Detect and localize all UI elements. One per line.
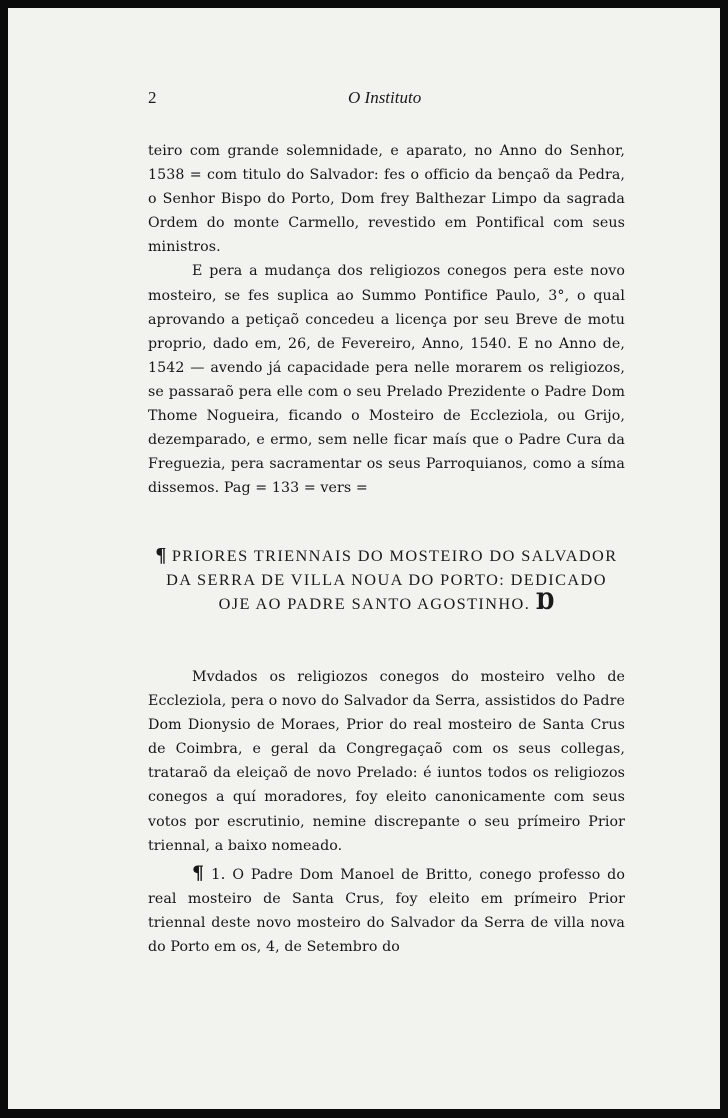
paragraph-continuation: teiro com grande solemnidade, e aparato, no Anno do Senhor, 1538 = com titulo do Salvador: fes o officio da bençaõ da Pedra, o Senhor Bispo do Porto, Dom frey Balthezar Limpo da sagrada Ordem do monte Carmello, revestido em Pontifical com seus ministros. [148, 143, 625, 256]
page-header [8, 88, 720, 110]
paragraph-mudanca: E pera a mudança dos religiozos conegos pera este novo mosteiro, se fes suplica ao Summo Pontifice Paulo, 3°, o qual aprovando a petiçaõ concedeu a licença por seu Breve de motu proprio, dado em, 26, de Fevereiro, Anno, 1540. E no Anno de, 1542 — avendo já capacidade pera nelle morarem os religiozos, se passaraõ pera elle com o seu Prelado Prezidente o Padre Dom Thome Nogueira, ficando o Mosteiro de Eccleziola, ou Grijo, dezemparado, e ermo, sem nelle ficar maís que o Padre Cura da Freguezia, pera sacramentar os seus Parroquianos, como a síma dissemos. Pag = 133 = vers = [148, 263, 625, 497]
paragraph-mvdados: Mvdados os religiozos conegos do mosteiro velho de Eccleziola, pera o novo do Salvador da Serra, assistidos do Padre Dom Dionysio de Moraes, Prior do real mosteiro de Santa Crus de Coimbra, e geral da Congregaçaõ com os seus collegas, trataraõ da eleiçaõ de novo Prelado: é iuntos todos os religiozos conegos a quí moradores, foy eleito canonicamente com seus votos por escrutinio, nemine discrepante o seu prímeiro Prior triennal, a baixo nomeado. [148, 669, 625, 854]
pilcrow-mark: ¶ [155, 544, 167, 566]
section-heading-text: PRIORES TRIENNAIS DO MOSTEIRO DO SALVADOR DA SERRA DE VILLA NOUA DO PORTO: DEDICADO OJE AO PADRE SANTO AGOSTINHO. [166, 546, 618, 614]
page-number: 2 [148, 88, 157, 107]
reversed-pilcrow-mark: Ɒ [535, 589, 555, 616]
running-title: O Instituto [348, 88, 422, 107]
body-text-top [148, 139, 625, 500]
book-page [8, 8, 720, 1109]
item-text: O Padre Dom Manoel de Britto, conego professo do real mosteiro de Santa Crus, foy eleito em prímeiro Prior triennal deste novo mosteiro do Salvador da Serra de villa nova do Porto em os, 4, de Setembro do [148, 867, 625, 956]
list-item-1 [148, 861, 625, 959]
body-text-bottom [148, 861, 625, 959]
pilcrow-mark: ¶ [192, 862, 205, 884]
section-heading [148, 544, 625, 616]
body-text-middle [148, 665, 625, 858]
item-number: 1. [211, 865, 226, 883]
